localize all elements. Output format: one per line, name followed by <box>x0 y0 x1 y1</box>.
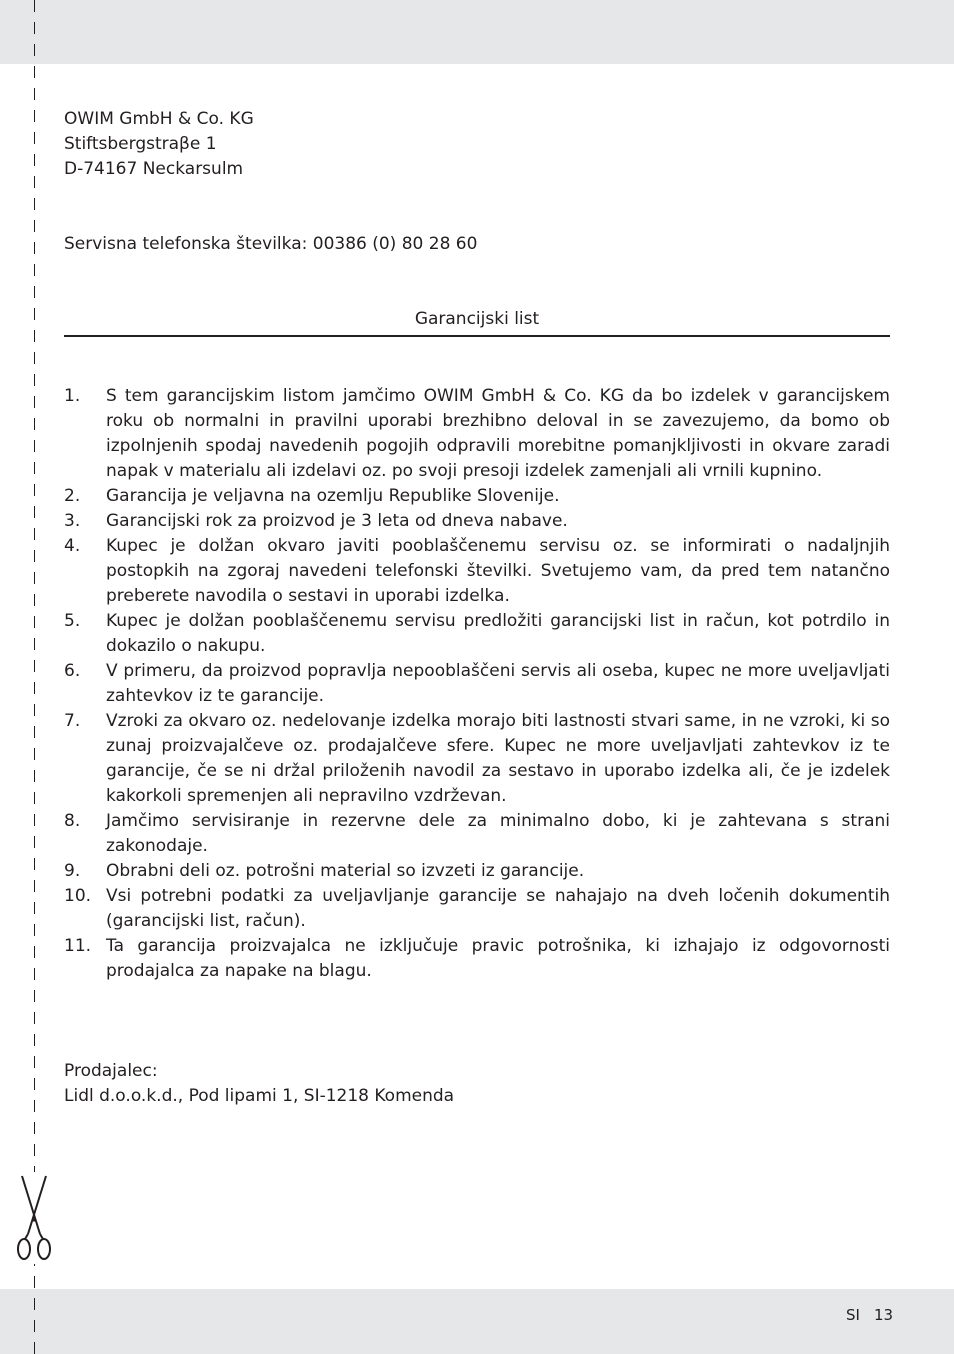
list-item <box>64 659 890 709</box>
item-number: 5. <box>64 611 81 631</box>
item-text: Vzroki za okvaro oz. nedelovanje izdelka morajo biti lastnosti stvari same, in ne vzroki, ki so zunaj proizvajalčeve oz. prodajalčeve sfere. Kupec ne more uveljavljati zahtevkov iz te garancije, če se ni držal priloženih navodil za sestavo in uporabo izdelka ali, če je izdelek kakorkoli spremenjen ali nepravilno vzdrževan. <box>106 711 890 806</box>
item-number: 1. <box>64 386 81 406</box>
list-item <box>64 384 890 484</box>
item-number: 4. <box>64 536 81 556</box>
item-text: Kupec je dolžan pooblaščenemu servisu predložiti garancijski list in račun, kot potrdilo in dokazilo o nakupu. <box>106 611 890 656</box>
seller-address: Lidl d.o.o.k.d., Pod lipami 1, SI-1218 Komenda <box>64 1086 455 1106</box>
list-item <box>64 484 890 509</box>
item-number: 2. <box>64 486 81 506</box>
document-title: Garancijski list <box>64 307 890 337</box>
company-address <box>64 107 890 182</box>
item-text: Garancijski rok za proizvod je 3 leta od dneva nabave. <box>106 511 568 531</box>
list-item <box>64 534 890 609</box>
item-text: Kupec je dolžan okvaro javiti pooblaščenemu servisu oz. se informirati o nadaljnjih postopkih na zgoraj navedeni telefonski številki. Svetujemo vam, da pred tem natančno preberete navodila o sestavi in uporabi izdelka. <box>106 536 890 606</box>
item-number: 3. <box>64 511 81 531</box>
item-number: 7. <box>64 711 81 731</box>
item-number: 11. <box>64 936 92 956</box>
item-number: 10. <box>64 886 92 906</box>
company-city: D-74167 Neckarsulm <box>64 159 244 179</box>
page-footer <box>846 1304 893 1326</box>
item-number: 9. <box>64 861 81 881</box>
list-item <box>64 934 890 984</box>
seller-label: Prodajalec: <box>64 1061 158 1081</box>
item-text: S tem garancijskim listom jamčimo OWIM GmbH & Co. KG da bo izdelek v garancijskem roku ob normalni in pravilni uporabi brezhibno deloval in se zavezujemo, da bomo ob izpolnjenih spodaj navedenih pogojih odpravili morebitne pomanjkljivosti in okvare zaradi napak v materialu ali izdelavi oz. po svoji presoji izdelek zamenjali ali vrnili kupnino. <box>106 386 890 481</box>
list-item <box>64 884 890 934</box>
item-text: Ta garancija proizvajalca ne izključuje pravic potrošnika, ki izhajajo iz odgovornosti prodajalca za napake na blagu. <box>106 936 890 981</box>
company-street: Stiftsbergstraβe 1 <box>64 134 217 154</box>
list-item <box>64 809 890 859</box>
warranty-terms-list <box>64 384 890 984</box>
item-text: V primeru, da proizvod popravlja nepooblaščeni servis ali oseba, kupec ne more uveljavljati zahtevkov iz te garancije. <box>106 661 890 706</box>
top-band <box>0 0 954 64</box>
item-text: Obrabni deli oz. potrošni material so izvzeti iz garancije. <box>106 861 585 881</box>
page-number: 13 <box>873 1306 894 1324</box>
bottom-band <box>0 1289 954 1354</box>
list-item <box>64 509 890 534</box>
list-item <box>64 709 890 809</box>
service-hotline: Servisna telefonska številka: 00386 (0) 80 28 60 <box>64 234 478 254</box>
language-code: SI <box>846 1306 860 1324</box>
cut-line <box>34 0 35 1354</box>
item-text: Garancija je veljavna na ozemlju Republike Slovenije. <box>106 486 560 506</box>
item-number: 8. <box>64 811 81 831</box>
item-number: 6. <box>64 661 81 681</box>
item-text: Jamčimo servisiranje in rezervne dele za minimalno dobo, ki je zahtevana s strani zakonodaje. <box>106 811 890 856</box>
scissors-icon <box>12 1172 56 1264</box>
seller-info <box>64 1059 890 1109</box>
item-text: Vsi potrebni podatki za uveljavljanje garancije se nahajajo na dveh ločenih dokumentih (garancijski list, račun). <box>106 886 890 931</box>
list-item <box>64 609 890 659</box>
company-name: OWIM GmbH & Co. KG <box>64 109 254 129</box>
list-item <box>64 859 890 884</box>
warranty-document <box>64 107 890 1109</box>
